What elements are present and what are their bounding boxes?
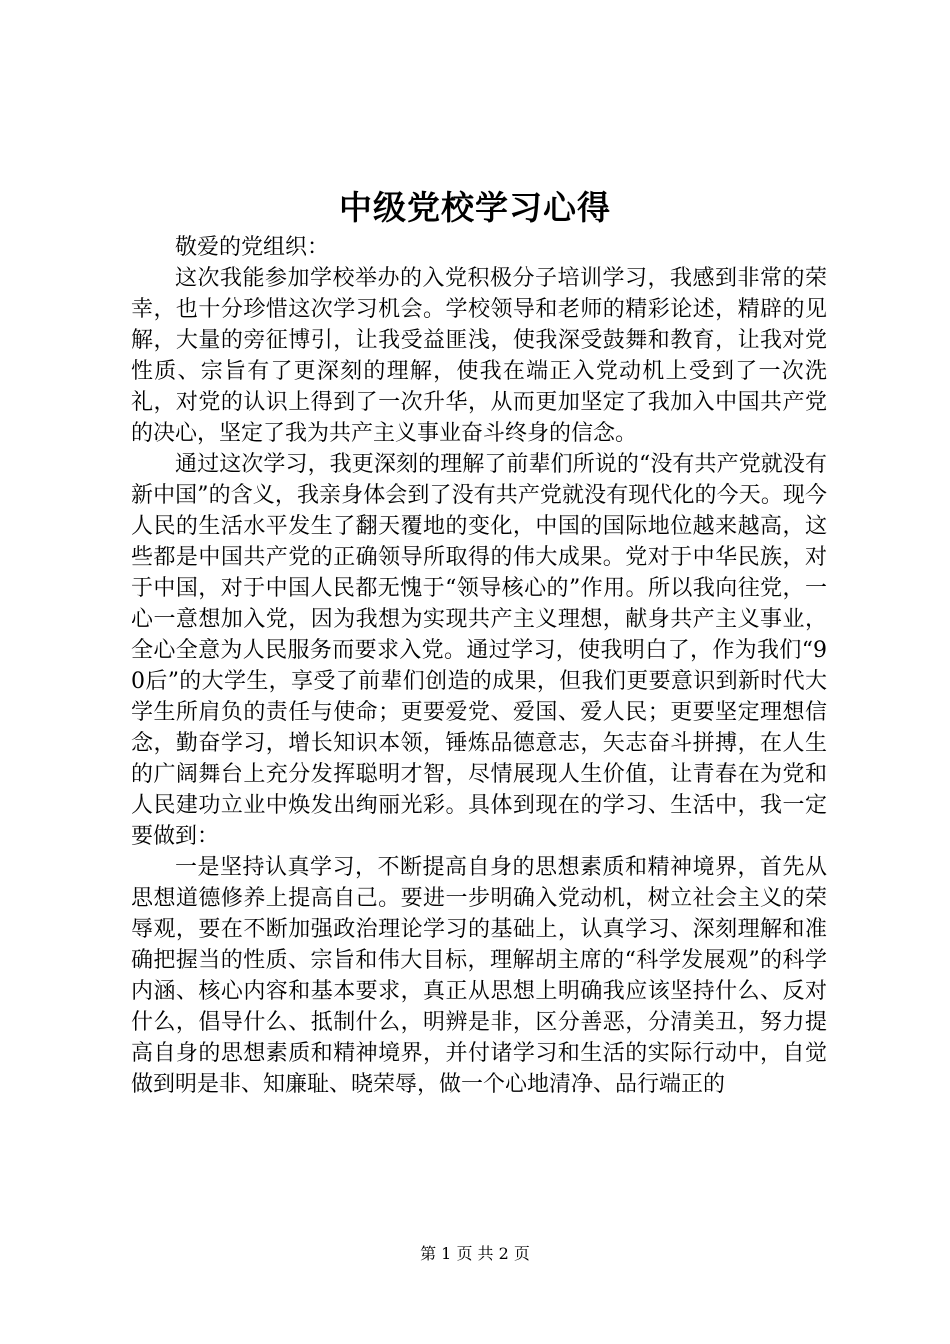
- document-body: [131, 232, 827, 1100]
- page-footer: 第 1 页 共 2 页: [420, 1244, 530, 1263]
- document-title: 中级党校学习心得: [339, 188, 611, 227]
- paragraph-3: 一是坚持认真学习，不断提高自身的思想素质和精神境界，首先从思想道德修养上提高自己。要进一步明确入党动机，树立社会主义的荣辱观，要在不断加强政治理论学习的基础上，认真学习、深刻理解和准确把握当的性质、宗旨和伟大目标，理解胡主席的“科学发展观”的科学内涵、核心内容和基本要求，真正从思想上明确我应该坚持什么、反对什么，倡导什么、抵制什么，明辨是非，区分善恶，分清美丑，努力提高自身的思想素质和精神境界，并付诸学习和生活的实际行动中，自觉做到明是非、知廉耻、晓荣辱，做一个心地清净、品行端正的: [131, 855, 827, 1097]
- salutation: 敬爱的党组织：: [175, 235, 330, 260]
- paragraph-2: 通过这次学习，我更深刻的理解了前辈们所说的“没有共产党就没有新中国”的含义，我亲身体会到了没有共产党就没有现代化的今天。现今人民的生活水平发生了翻天覆地的变化，中国的国际地位越来越高，这些都是中国共产党的正确领导所取得的伟大成果。党对于中华民族，对于中国，对于中国人民都无愧于“领导核心的”作用。所以我向往党，一心一意想加入党，因为我想为实现共产主义理想，献身共产主义事业，全心全意为人民服务而要求入党。通过学习，使我明白了，作为我们“90后”的大学生，享受了前辈们创造的成果，但我们更要意识到新时代大学生所肩负的责任与使命；更要爱党、爱国、爱人民；更要坚定理想信念，勤奋学习，增长知识本领，锤炼品德意志，矢志奋斗拼搏，在人生的广阔舞台上充分发挥聪明才智，尽情展现人生价值，让青春在为党和人民建功立业中焕发出绚丽光彩。具体到现在的学习、生活中，我一定要做到：: [131, 452, 827, 849]
- paragraph-1: 这次我能参加学校举办的入党积极分子培训学习，我感到非常的荣幸，也十分珍惜这次学习机会。学校领导和老师的精彩论述，精辟的见解，大量的旁征博引，让我受益匪浅，使我深受鼓舞和教育，让我对党性质、宗旨有了更深刻的理解，使我在端正入党动机上受到了一次洗礼，对党的认识上得到了一次升华，从而更加坚定了我加入中国共产党的决心，坚定了我为共产主义事业奋斗终身的信念。: [131, 266, 827, 446]
